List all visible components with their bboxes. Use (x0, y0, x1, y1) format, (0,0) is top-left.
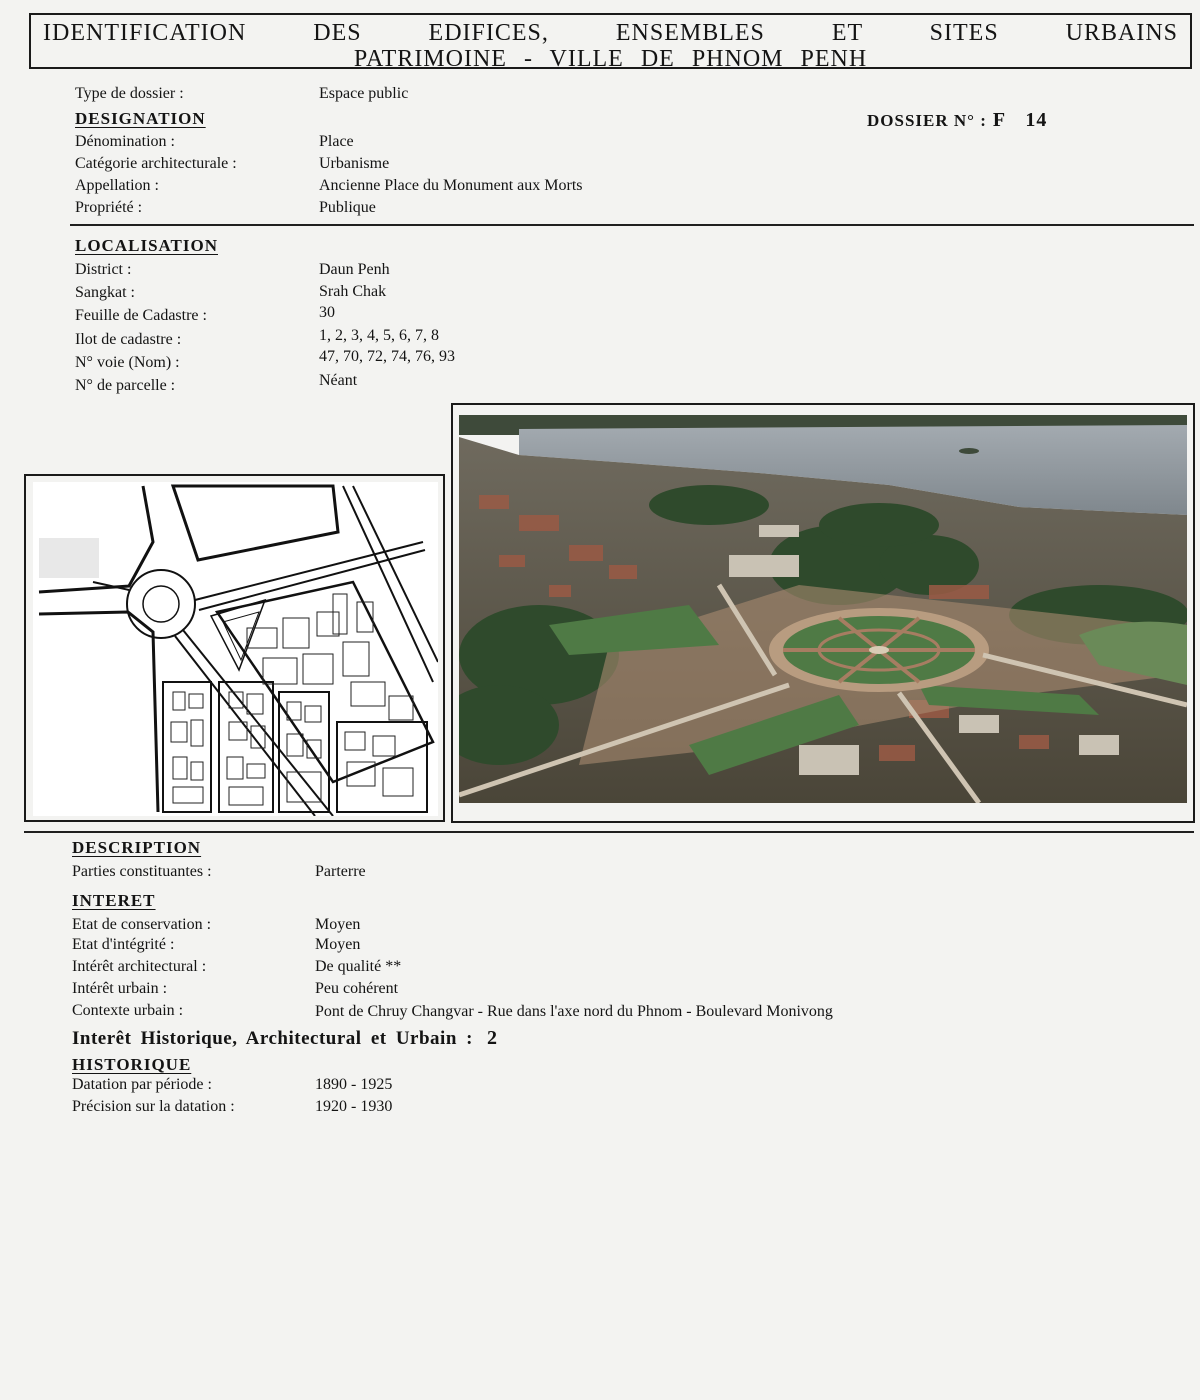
interet-total-label: Interêt Historique, Architectural et Urbain : (72, 1028, 473, 1049)
precision-datation-label: Précision sur la datation : (72, 1098, 235, 1115)
cadastral-plan-frame (24, 474, 445, 822)
parties-constituantes-label: Parties constituantes : (72, 863, 212, 880)
categorie-value: Urbanisme (319, 155, 390, 172)
integrite-label: Etat d'intégrité : (72, 936, 175, 953)
dossier-number (867, 109, 1047, 132)
aerial-photo-image (459, 415, 1187, 803)
interet-total (72, 1027, 497, 1050)
type-dossier-label: Type de dossier : (75, 85, 184, 102)
localisation-heading: LOCALISATION (75, 236, 218, 255)
denomination-label: Dénomination : (75, 133, 175, 150)
district-value: Daun Penh (319, 261, 390, 278)
designation-heading: DESIGNATION (75, 109, 206, 128)
dossier-number-value: F 14 (992, 109, 1048, 131)
sangkat-value: Srah Chak (319, 283, 387, 300)
interet-architectural-value: De qualité ** (315, 958, 402, 975)
section-divider-1 (70, 224, 1194, 226)
contexte-urbain-label: Contexte urbain : (72, 1002, 184, 1019)
parcelle-value: Néant (319, 372, 358, 389)
parcelle-label: N° de parcelle : (75, 377, 176, 394)
voie-value: 47, 70, 72, 74, 76, 93 (319, 348, 455, 365)
historique-heading: HISTORIQUE (72, 1055, 192, 1074)
propriete-label: Propriété : (75, 199, 143, 216)
feuille-cadastre-value: 30 (319, 304, 335, 321)
precision-datation-value: 1920 - 1930 (315, 1098, 393, 1115)
ilot-cadastre-label: Ilot de cadastre : (75, 331, 182, 348)
interet-urbain-label: Intérêt urbain : (72, 980, 168, 997)
parties-constituantes-value: Parterre (315, 863, 366, 880)
section-divider-2 (24, 831, 1194, 833)
feuille-cadastre-label: Feuille de Cadastre : (75, 307, 207, 324)
denomination-value: Place (319, 133, 354, 150)
document-title-box (29, 13, 1192, 72)
propriete-value: Publique (319, 199, 376, 216)
title-line-1: IDENTIFICATION DES EDIFICES, ENSEMBLES ET SITES URBAINS (43, 20, 1178, 46)
contexte-urbain-value: Pont de Chruy Changvar - Rue dans l'axe nord du Phnom - Boulevard Monivong (315, 1003, 833, 1020)
dossier-number-label: DOSSIER N° : (867, 111, 987, 130)
datation-periode-label: Datation par période : (72, 1076, 212, 1093)
interet-urbain-value: Peu cohérent (315, 980, 399, 997)
description-heading: DESCRIPTION (72, 838, 202, 857)
sangkat-label: Sangkat : (75, 284, 135, 301)
conservation-value: Moyen (315, 916, 361, 933)
appellation-value: Ancienne Place du Monument aux Morts (319, 177, 583, 194)
aerial-photo-frame (451, 403, 1195, 823)
interet-total-score: 2 (486, 1027, 498, 1049)
conservation-label: Etat de conservation : (72, 916, 212, 933)
type-dossier-value: Espace public (319, 85, 409, 102)
cadastral-plan-image (33, 482, 438, 816)
ilot-cadastre-value: 1, 2, 3, 4, 5, 6, 7, 8 (319, 327, 439, 344)
appellation-label: Appellation : (75, 177, 159, 194)
categorie-label: Catégorie architecturale : (75, 155, 237, 172)
interet-architectural-label: Intérêt architectural : (72, 958, 207, 975)
title-line-2: PATRIMOINE - VILLE DE PHNOM PENH (353, 46, 868, 72)
voie-label: N° voie (Nom) : (75, 354, 180, 371)
interet-heading: INTERET (72, 891, 156, 910)
district-label: District : (75, 261, 132, 278)
datation-periode-value: 1890 - 1925 (315, 1076, 393, 1093)
integrite-value: Moyen (315, 936, 361, 953)
